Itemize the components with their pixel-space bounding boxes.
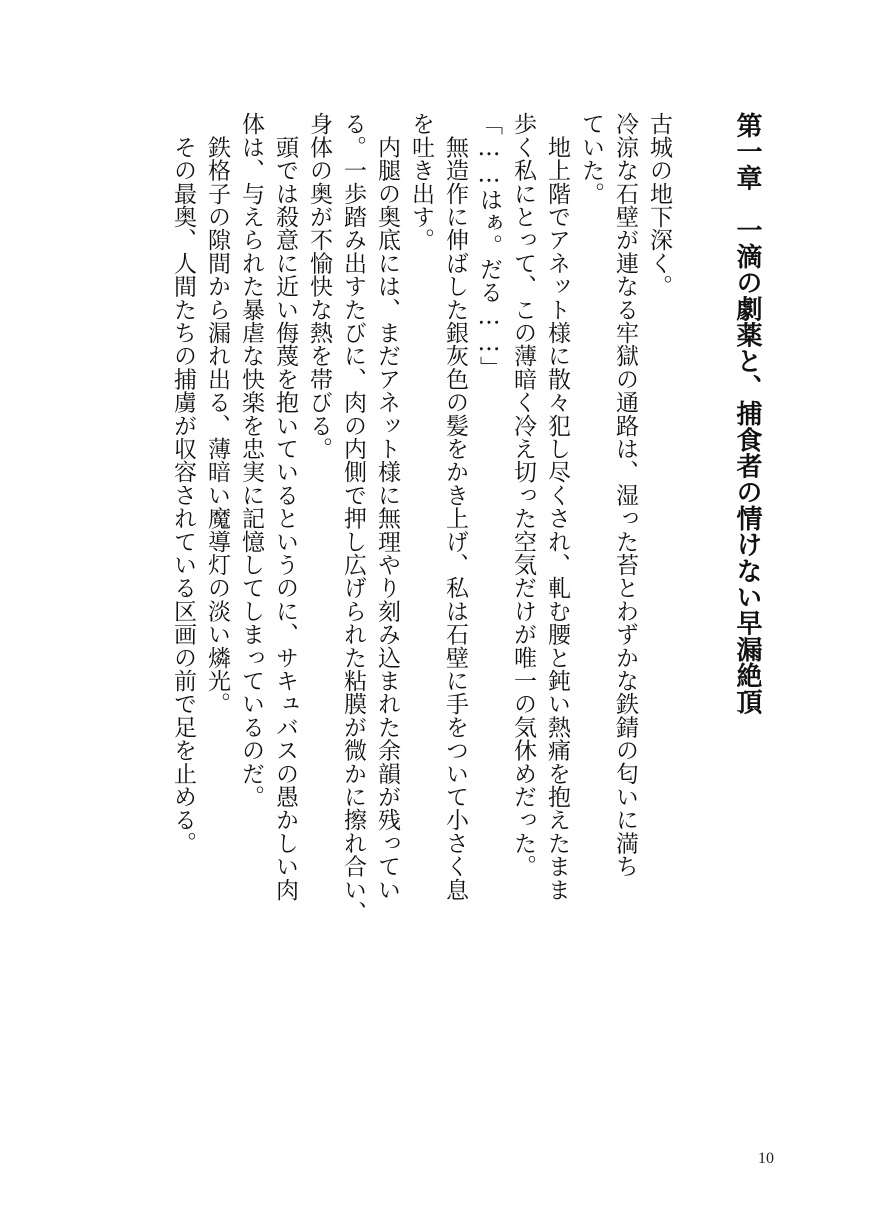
paragraph-9: その最奥、人間たちの捕虜が収容されている区画の前で足を止める。 (170, 112, 196, 855)
paragraph-4-dialogue: 「……はぁ。だる……」 (476, 112, 502, 380)
paragraph-5: 無造作に伸ばした銀灰色の髪をかき上げ、私は石壁に手をついて小さく息 を吐き出す。 (408, 112, 468, 901)
paragraph-7: 頭では殺意に近い侮蔑を抱いているというのに、サキュバスの愚かしい肉 体は、与えられた暴虐な快楽を忠実に記憶してしまっているのだ。 (238, 112, 298, 901)
chapter-title: 第一章 一滴の劇薬と、捕食者の情けない早漏絶頂 (732, 112, 762, 715)
vertical-text-block (166, 112, 764, 992)
paragraph-2: 冷涼な石壁が連なる牢獄の通路は、湿った苔とわずかな鉄錆の匂いに満ち ていた。 (578, 112, 638, 878)
paragraph-8: 鉄格子の隙間から漏れ出る、薄暗い魔導灯の淡い燐光。 (204, 112, 230, 716)
paragraph-1: 古城の地下深く。 (646, 112, 672, 298)
paragraph-3: 地上階でアネット様に散々犯し尽くされ、軋む腰と鈍い熱痛を抱えたまま 歩く私にとって、この薄暗く冷え切った空気だけが唯一の気休めだった。 (510, 112, 570, 901)
paragraph-6: 内腿の奥底には、まだアネット様に無理やり刻み込まれた余韻が残ってい る。一歩踏み出すたびに、肉の内側で押し広げられた粘膜が微かに擦れ合い、 身体の奥が不愉快な熱を帯びる。 (306, 112, 400, 924)
page-number: 10 (758, 1150, 774, 1167)
